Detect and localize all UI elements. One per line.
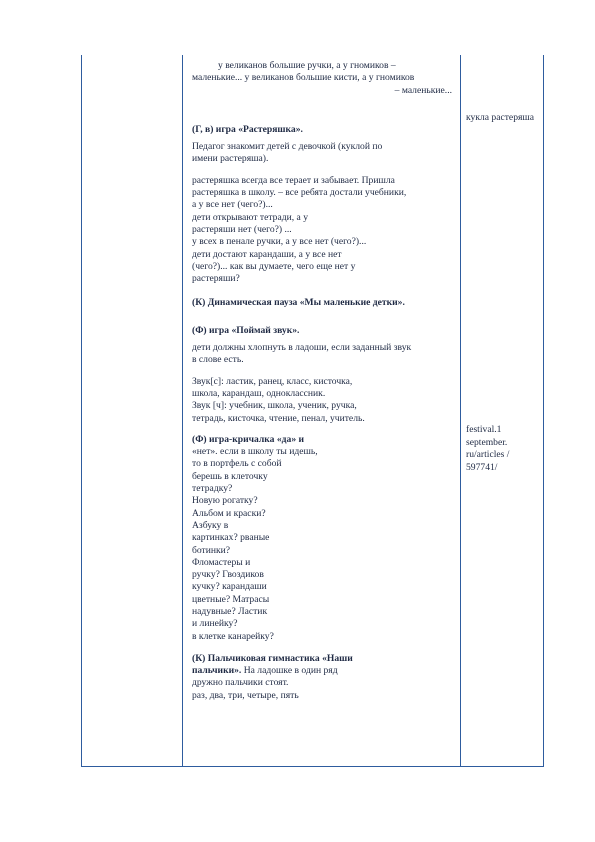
table-border-left — [81, 55, 82, 766]
rasteryasha-intro: Педагог знакомит детей с девочкой (куклой по имени растеряша). — [192, 141, 383, 165]
table-border-bottom — [81, 766, 544, 767]
main-column — [192, 60, 452, 702]
intro-line-3: – маленькие... — [394, 84, 452, 96]
finger-title-2: пальчики». — [192, 665, 242, 677]
rasteryasha-title: (Г, в) игра «Растеряшка». — [192, 123, 303, 135]
pause-title: (К) Динамическая пауза «Мы маленькие детки». — [192, 297, 405, 309]
resource-doll: кукла растеряша — [466, 112, 535, 123]
table-border-col1 — [182, 55, 183, 766]
intro-line-1: у великанов большие ручки, а у гномиков – — [218, 60, 396, 71]
da-game-body: «нет». если в школу ты идешь, то в портфель с собой берешь в клеточку тетрадку? Новую рогатку? Альбом и краски? Азбуку в картинках? рваные ботинки? Фломастеры и ручку? Гвоздиков кучку? карандаши цветные? Матрасы надувные? Ластик и линейку? в клетке канарейку? — [192, 446, 318, 642]
finger-title: (К) Пальчиковая гимнастика «Наши — [192, 652, 353, 664]
sound-game-body: дети должны хлопнуть в ладоши, если заданный звук в слове есть. — [192, 342, 412, 366]
intro-line-2: маленькие... у великанов большие кисти, а у гномиков — [192, 72, 415, 84]
resource-link[interactable]: festival.1 september. ru/articles / 597741/ — [466, 424, 510, 473]
sound-game-title: (Ф) игра «Поймай звук». — [192, 324, 300, 336]
finger-body: дружно пальчики стоят. раз, два, три, четыре, пять — [192, 677, 299, 701]
da-game-title: (Ф) игра-кричалка «да» и — [192, 433, 305, 445]
rasteryasha-body: растеряшка всегда все терает и забывает. Пришла растеряшка в школу. – все ребята достали учебники, а у все нет (чего?)... дети открывают тетради, а у растеряши нет (чего?) ... у всех в пенале ручки, а у все нет (чего?)... дети достают карандаши, а у все нет (чего?)... как вы думаете, чего еще нет у растеряши? — [192, 174, 407, 285]
sound-game-sounds: Звук[с]: ластик, ранец, класс, кисточка, школа, карандаш, одноклассник. Звук [ч]: учебник, школа, ученик, ручка, тетрадь, кисточка, чтение, пенал, учитель. — [192, 375, 365, 424]
finger-title-rest: На ладошке в один ряд — [241, 665, 338, 677]
table-border-right — [543, 55, 544, 766]
finger-title-line-2 — [192, 665, 452, 677]
table-border-col2 — [460, 55, 461, 766]
